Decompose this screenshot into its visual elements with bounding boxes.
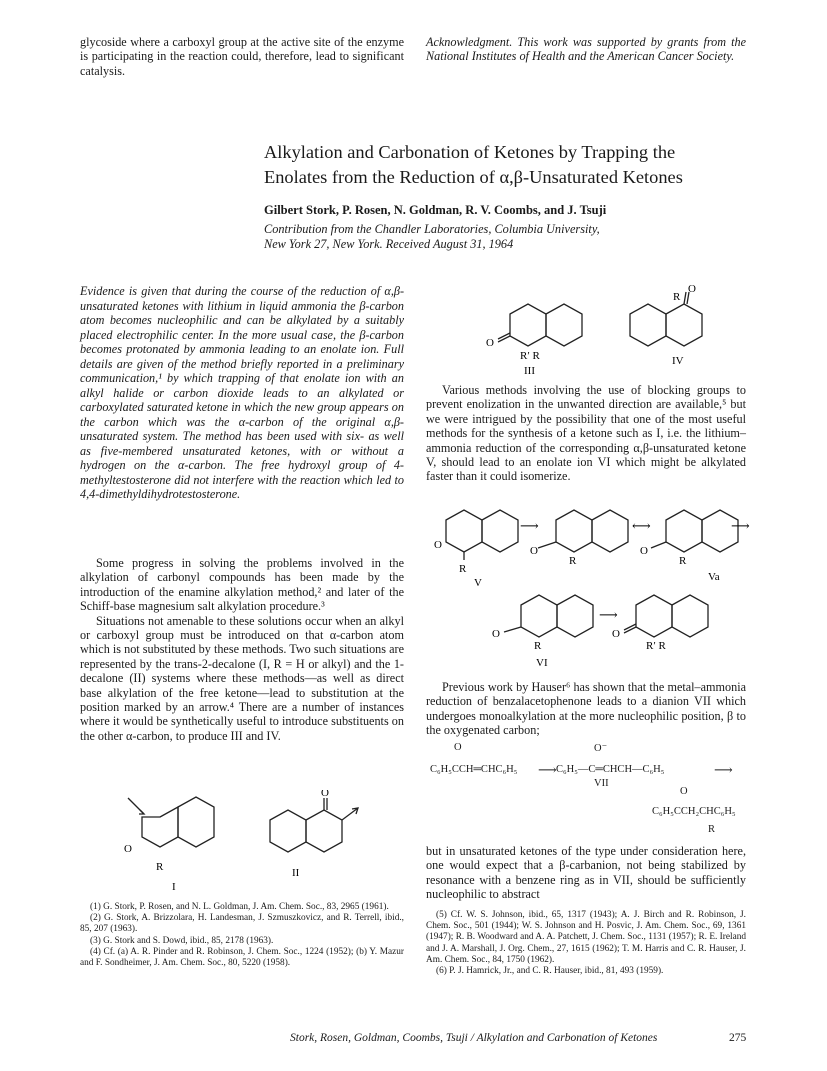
footnote-1: (1) G. Stork, P. Rosen, and N. L. Goldman, J. Am. Chem. Soc., 83, 2965 (1961). [90, 902, 389, 912]
struct-II-label: II [292, 867, 300, 879]
struct-III-RR: R′ R [520, 350, 540, 362]
paragraph-1: Some progress in solving the problems involved in the alkylation of carbonyl compounds has been made by the introduction of the enamine alkylation method,² and later of the Schiff-base magnesium salt alkylation procedure.³ [80, 556, 404, 614]
arrow-1: ⟶ [520, 518, 539, 533]
footnote-4: (4) Cf. (a) A. R. Pinder and R. Robinson, J. Chem. Soc., 1224 (1952); (b) Y. Mazur and F. Sondheimer, J. Am. Chem. Soc., 80, 5220 (1958). [80, 946, 404, 969]
struct-I-O: O [124, 843, 132, 855]
acknowledgment: Acknowledgment. This work was supported by grants from the National Institutes of Health and the American Cancer Society. [426, 35, 746, 64]
structures-I-II [120, 790, 380, 895]
struct-Va-O: O [640, 545, 648, 557]
struct-VI-O: O [492, 628, 500, 640]
article-title [264, 140, 744, 190]
body-right-2 [426, 680, 746, 738]
struct-Va-R: R [679, 555, 687, 567]
paragraph-3: Various methods involving the use of blocking groups to prevent enolization in the unwanted direction are available,⁵ but we were intrigued by the possibility that one of the most useful methods for the synthesis of a ketone such as I, i.e. the lithium–ammonia reduction of the corresponding α,β-unsaturated ketone V, should lead to an enolate ion VI which might be alkylated faster than it could isomerize. [426, 383, 746, 484]
footnote-5: (5) Cf. W. S. Johnson, ibid., 65, 1317 (1943); A. J. Birch and R. Robinson, J. Chem. Soc., 501 (1944); W. S. Johnson and H. Posvic, J. Am. Chem. Soc., 69, 1361 (1947); R. B. Woodward and A. A. Patchett, J. Chem. Soc., 1131 (1957); R. E. Ireland and J. A. Marshall, J. Org. Chem., 27, 1615 (1962); T. M. Harris and C. R. Hauser, J. Am. Chem. Soc., 84, 1750 (1962). [426, 910, 746, 965]
page-number: 275 [729, 1032, 747, 1044]
running-footer: Stork, Rosen, Goldman, Coombs, Tsuji / Alkylation and Carbonation of Ketones [290, 1032, 658, 1044]
vii-O-2: O [680, 786, 688, 797]
abstract: Evidence is given that during the course of the reduction of α,β-unsaturated ketones with lithium in liquid ammonia the β-carbon atom becomes nucleophilic and can be alkylated by a suitably placed electrophilic center. In the more usual case, the β-carbon becomes protonated by ammonia leading to an enolate ion. Full details are given of the method briefly reported in a preliminary communication,¹ by which trapping of that enolate ion with an alkyl halide or carbon dioxide leads to an alkylated or carboxylated saturated ketone in which the new group appears on the carbon which was the α-carbon of the original α,β-unsaturated system. The method has been used with six- as well as five-membered unsaturated ketones, with or without a hydrogen on the α-carbon. The free hydroxyl group of 4-methyltestosterone did not interfere with the reaction which led to 4,4-dimethyldihydrotestosterone. [80, 284, 404, 501]
vii-label: VII [594, 778, 609, 789]
vii-arrow-2: ⟶ [714, 762, 733, 777]
paragraph-2: Situations not amenable to these solutions occur when an alkyl or carboxyl group must be introduced on that α-carbon atom which is not substituted by these methods. Two such situations are represented by the trans-2-decalone (I, R = H or alkyl) and the 1-decalone (II) systems where these methods—as well as direct base alkylation of the free ketone—lead to substitution at the position marked by an arrow.⁴ There are a number of instances where it would be synthetically useful to introduce substituents on the other α-carbon, to produce III and IV. [80, 613, 404, 743]
arrow-2: ⟶ [731, 518, 750, 533]
title-line-1: Alkylation and Carbonation of Ketones by Trapping the [264, 142, 676, 162]
struct-V-enolate-R: R [569, 555, 577, 567]
contribution-line-2: New York 27, New York. Received August 31, 1964 [264, 237, 514, 251]
authors: Gilbert Stork, P. Rosen, N. Goldman, R. V. Coombs, and J. Tsuji [264, 203, 607, 217]
struct-III-O: O [486, 337, 494, 349]
struct-product-O: O [612, 628, 620, 640]
contribution-line-1: Contribution from the Chandler Laboratories, Columbia University, [264, 222, 600, 236]
vii-reactant: C₆H₅CCH═CHC₆H₅ [430, 764, 518, 775]
struct-II-O: O [321, 790, 329, 799]
struct-IV-O: O [688, 284, 696, 295]
footnote-6: (6) P. J. Hamrick, Jr., and C. R. Hauser, ibid., 81, 493 (1959). [436, 966, 664, 977]
struct-V-label: V [474, 577, 482, 589]
resonance-arrow: ⟷ [632, 518, 651, 533]
struct-IV-label: IV [672, 355, 684, 367]
struct-V-R: R [459, 563, 467, 575]
vii-arrow-1: ⟶ [538, 762, 557, 777]
footnote-3: (3) G. Stork and S. Dowd, ibid., 85, 2178 (1963). [90, 935, 274, 946]
struct-V-O: O [434, 539, 442, 551]
contribution [264, 222, 764, 252]
paragraph-4: Previous work by Hauser⁶ has shown that the metal–ammonia reduction of benzalacetophenone leads to a dianion VII which undergoes monoalkylation at the more nucleophilic position, β to the oxygenated carbon; [426, 680, 746, 738]
vii-Ominus: O⁻ [594, 743, 608, 754]
struct-Va-label: Va [708, 571, 720, 583]
vii-O-1: O [454, 742, 462, 753]
footnotes-left [80, 902, 404, 969]
body-right-1 [426, 383, 746, 484]
structures-V-VI [426, 500, 756, 675]
col1-top-text: glycoside where a carboxyl group at the active site of the enzyme is participating in the reaction could, therefore, lead to significant catalysis. [80, 35, 404, 78]
title-line-2: Enolates from the Reduction of α,β-Unsaturated Ketones [264, 167, 683, 187]
struct-VI-label: VI [536, 657, 548, 669]
scheme-VII [426, 742, 746, 837]
paragraph-5: but in unsaturated ketones of the type under consideration here, one would expect that a β-carbanion, not being stabilized by resonance with a benzene ring as in VII, should be sufficiently nucleophilic to abstract [426, 844, 746, 902]
struct-product-RR: R′ R [646, 640, 666, 652]
arrow-3: ⟶ [599, 607, 618, 622]
vii-product: C₆H₅CCH₂CHC₆H₅ [652, 806, 736, 817]
struct-IV-R: R [673, 291, 681, 303]
struct-I-R: R [156, 861, 164, 873]
vii-R: R [708, 824, 716, 835]
structures-III-IV [480, 284, 740, 379]
struct-V-enolate-O: O [530, 545, 538, 557]
footnotes-right [426, 910, 746, 977]
struct-I-label: I [172, 881, 176, 893]
body-left [80, 556, 404, 743]
struct-III-label: III [524, 365, 535, 377]
vii-dianion: C₆H₅—C═CHCH—C₆H₅ [556, 764, 665, 775]
body-right-3 [426, 844, 746, 902]
struct-VI-R: R [534, 640, 542, 652]
footnote-2: (2) G. Stork, A. Brizzolara, H. Landesman, J. Szmuszkovicz, and R. Terrell, ibid., 85, 207 (1963). [80, 913, 404, 935]
